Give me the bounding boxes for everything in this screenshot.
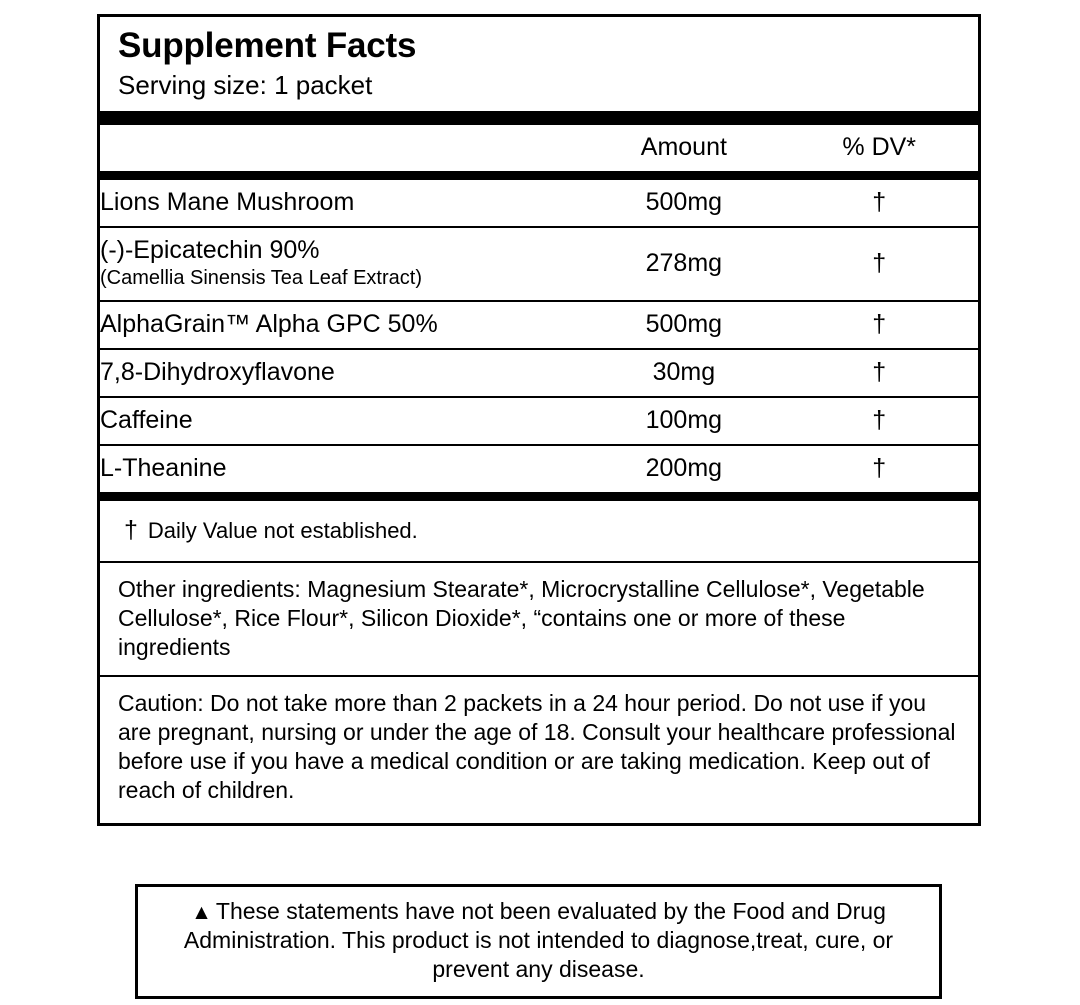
other-ingredients-note: Other ingredients: Magnesium Stearate*, Microcrystalline Cellulose*, Vegetable Cellulose*, Rice Flour*, Silicon Dioxide*, “contains one or more of these ingredients <box>100 563 978 677</box>
facts-table <box>100 125 978 171</box>
ingredient-name <box>100 301 587 349</box>
ingredient-dv: † <box>780 227 978 300</box>
ingredient-name <box>100 349 587 397</box>
divider-medium-header <box>100 171 978 180</box>
ingredient-name <box>100 397 587 445</box>
column-header-dv: % DV* <box>842 133 917 162</box>
ingredient-label: L-Theanine <box>100 453 227 482</box>
ingredient-name <box>100 180 587 227</box>
column-header-amount: Amount <box>640 133 727 162</box>
serving-size: Serving size: 1 packet <box>118 69 373 100</box>
ingredient-amount: 200mg <box>645 453 723 482</box>
table-row <box>100 397 978 445</box>
supplement-facts-panel <box>97 14 981 826</box>
ingredient-amount: 500mg <box>587 301 780 349</box>
table-row <box>100 180 978 227</box>
ingredient-label: AlphaGrain™ Alpha GPC 50% <box>100 309 438 338</box>
dagger-icon: † <box>124 515 138 544</box>
ingredient-amount: 100mg <box>587 397 780 445</box>
divider-thick-top <box>100 111 978 125</box>
ingredient-dv: † <box>780 180 978 227</box>
ingredient-label: Lions Mane Mushroom <box>100 188 355 217</box>
ingredient-dv: † <box>780 349 978 397</box>
ingredient-label: 7,8-Dihydroxyflavone <box>100 357 335 386</box>
caution-note: Caution: Do not take more than 2 packets in a 24 hour period. Do not use if you are pregnant, nursing or under the age of 18. Consult your healthcare professional before use if you have a medical condition or are taking medication. Keep out of reach of children. <box>118 690 956 804</box>
table-row <box>100 445 978 492</box>
fda-disclaimer-box <box>135 884 942 999</box>
fda-disclaimer-text: These statements have not been evaluated by the Food and Drug Administration. This product is not intended to diagnose,treat, cure, or prevent any disease. <box>183 898 894 982</box>
table-row <box>100 349 978 397</box>
ingredient-name <box>100 227 587 300</box>
page-title: Supplement Facts <box>118 26 417 65</box>
ingredient-name <box>100 445 587 492</box>
ingredient-dv: † <box>780 301 978 349</box>
daily-value-note-text: Daily Value not established. <box>147 517 418 543</box>
daily-value-note <box>100 501 978 564</box>
ingredient-dv: † <box>780 397 978 445</box>
ingredient-label: Caffeine <box>100 405 193 434</box>
ingredients-table <box>100 180 978 491</box>
ingredient-label: (-)-Epicatechin 90% <box>100 236 320 265</box>
table-header-row <box>100 125 978 171</box>
panel-header <box>100 17 978 111</box>
table-row <box>100 301 978 349</box>
table-row <box>100 227 978 300</box>
ingredient-sublabel: (Camellia Sinensis Tea Leaf Extract) <box>100 267 422 290</box>
triangle-icon: ▲ <box>191 901 212 924</box>
ingredient-amount: 278mg <box>587 227 780 300</box>
column-header-blank <box>100 125 587 171</box>
ingredient-amount: 500mg <box>587 180 780 227</box>
ingredient-amount: 30mg <box>587 349 780 397</box>
divider-medium-footer <box>100 492 978 501</box>
ingredient-dv: † <box>872 453 887 482</box>
